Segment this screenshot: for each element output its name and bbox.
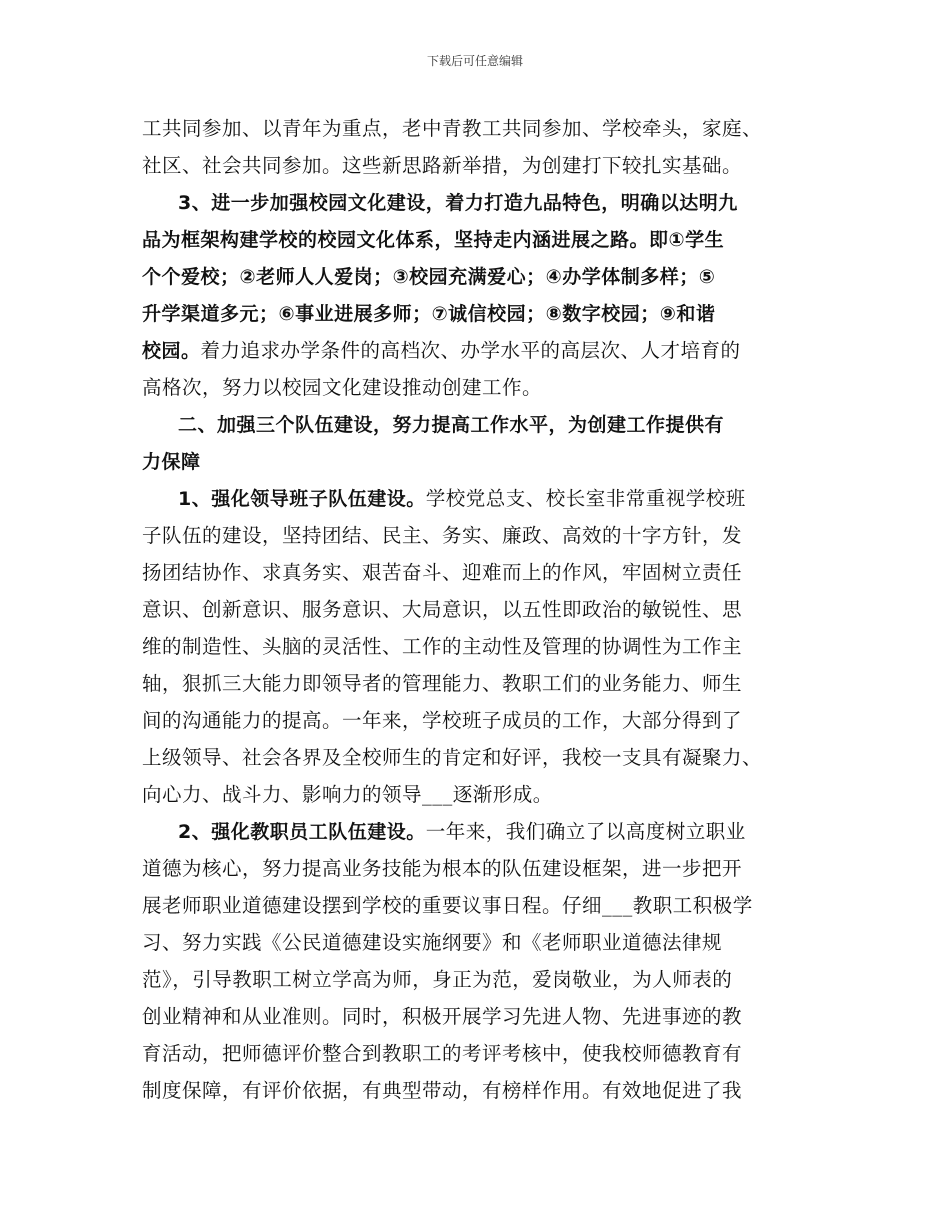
text-line: 扬团结协作、求真务实、艰苦奋斗、迎难而上的作风，牢固树立责任 xyxy=(142,561,743,584)
bold-heading-line: 3、进一步加强校园文化建设，着力打造九品特色，明确以达明九 xyxy=(178,192,738,214)
subsection-heading: 1、强化领导班子队伍建设。 xyxy=(178,488,426,510)
text-line: 间的沟通能力的提高。一年来，学校班子成员的工作，大部分得到了 xyxy=(142,709,743,732)
text-line: 范》，引导教职工树立学高为师，身正为范，爱岗敬业，为人师表的 xyxy=(142,968,733,991)
text-line xyxy=(178,488,822,510)
text-span: 一年来，我们确立了以高度树立职业 xyxy=(425,820,746,843)
text-span: 着力追求办学条件的高档次、办学水平的高层次、人才培育的 xyxy=(200,339,741,362)
section-heading-line: 力保障 xyxy=(142,451,201,473)
text-line: 习、努力实践《公民道德建设实施纲要》和《老师职业道德法律规 xyxy=(142,931,723,954)
page-header-note: 下载后可任意编辑 xyxy=(426,54,523,68)
subsection-heading: 2、强化教职员工队伍建设。 xyxy=(178,821,426,843)
section-heading-line: 二、加强三个队伍建设，努力提高工作水平，为创建工作提供有 xyxy=(178,414,725,436)
bold-text: 校园。 xyxy=(142,340,201,362)
text-line: 育活动，把师德评价整合到教职工的考评考核中，使我校师德教育有 xyxy=(142,1042,743,1065)
text-line: 上级领导、社会各界及全校师生的肯定和好评，我校一支具有凝聚力、 xyxy=(142,746,763,769)
text-line: 制度保障，有评价依据，有典型带动，有榜样作用。有效地促进了我 xyxy=(142,1079,743,1102)
text-line: 社区、社会共同参加。这些新思路新举措，为创建打下较扎实基础。 xyxy=(142,154,743,177)
text-line: 展老师职业道德建设摆到学校的重要议事日程。仔细___教职工积极学 xyxy=(142,894,753,917)
text-line: 道德为核心，努力提高业务技能为根本的队伍建设框架，进一步把开 xyxy=(142,857,743,880)
text-line: 工共同参加、以青年为重点，老中青教工共同参加、学校牵头，家庭、 xyxy=(142,117,763,140)
bold-heading-line: 升学渠道多元；⑥事业进展多师；⑦诚信校园；⑧数字校园；⑨和谐 xyxy=(142,303,716,325)
text-span: 学校党总支、校长室非常重视学校班 xyxy=(425,487,746,510)
text-line: 意识、创新意识、服务意识、大局意识，以五性即政治的敏锐性、思 xyxy=(142,598,743,621)
text-line xyxy=(142,340,822,362)
bold-heading-line: 个个爱校；②老师人人爱岗；③校园充满爱心；④办学体制多样；⑤ xyxy=(142,266,716,288)
text-line: 创业精神和从业准则。同时，积极开展学习先进人物、先进事迹的教 xyxy=(142,1005,743,1028)
text-line: 轴，狠抓三大能力即领导者的管理能力、教职工们的业务能力、师生 xyxy=(142,672,743,695)
text-line xyxy=(178,821,822,843)
text-line: 维的制造性、头脑的灵活性、工作的主动性及管理的协调性为工作主 xyxy=(142,635,743,658)
bold-heading-line: 品为框架构建学校的校园文化体系，坚持走内涵进展之路。即①学生 xyxy=(142,229,725,251)
text-line: 子队伍的建设，坚持团结、民主、务实、廉政、高效的十字方针，发 xyxy=(142,524,743,547)
text-line: 高格次，努力以校园文化建设推动创建工作。 xyxy=(142,376,543,399)
text-line: 向心力、战斗力、影响力的领导___逐渐形成。 xyxy=(142,783,553,806)
